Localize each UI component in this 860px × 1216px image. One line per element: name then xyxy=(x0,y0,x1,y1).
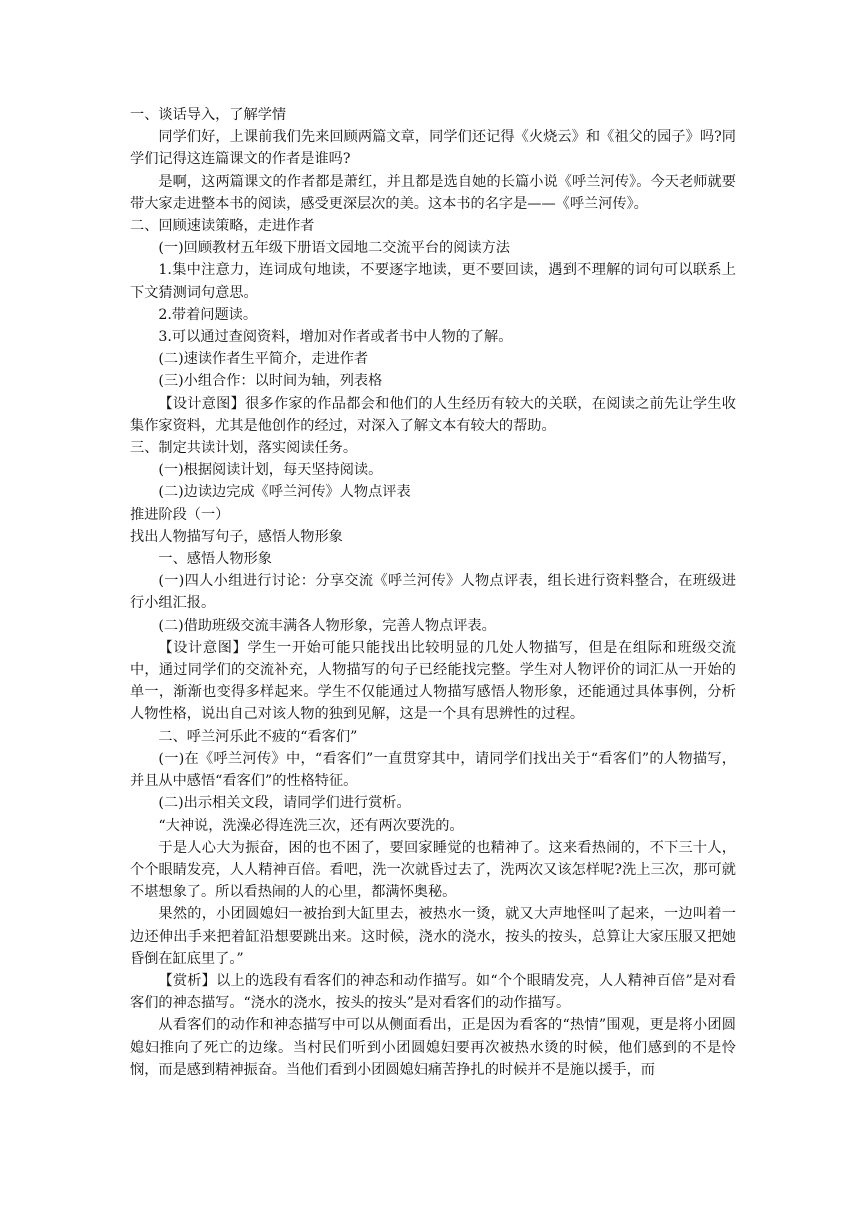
subsection-heading: (二)边读边完成《呼兰河传》人物点评表 xyxy=(158,484,411,501)
subsection-heading: (一)根据阅读计划，每天坚持阅读。 xyxy=(158,462,383,479)
section-heading-2: 二、回顾速读策略，走进作者 xyxy=(130,218,315,235)
subsection-heading: (一)在《呼兰河传》中，“看客们”一直贯穿其中，请同学们找出关于“看客们”的人物描写，并且从中感悟“看客们”的性格特征。 xyxy=(130,750,736,790)
section-heading-1: 一、谈话导入，了解学情 xyxy=(130,107,287,123)
subsection-heading: (一)回顾教材五年级下册语文园地二交流平台的阅读方法 xyxy=(158,240,510,257)
stage-subtitle: 找出人物描写句子，感悟人物形象 xyxy=(130,528,343,545)
list-item: 1.集中注意力，连词成句地读，不要逐字地读，更不要回读，遇到不理解的词句可以联系上下文猜测词句意思。 xyxy=(130,262,736,301)
document-body xyxy=(130,104,736,1081)
section-heading: 一、感悟人物形象 xyxy=(158,551,272,568)
subsection-heading: (二)速读作者生平简介，走进作者 xyxy=(158,351,369,368)
subsection-heading: (三)小组合作：以时间为轴，列表格 xyxy=(158,373,383,390)
quote-paragraph: 果然的，小团圆媳妇一被抬到大缸里去，被热水一烫，就又大声地怪叫了起来，一边叫着一边还伸出手来把着缸沿想要跳出来。这时候，浇水的浇水，按头的按头，总算让大家压服又把她昏倒在缸底里了。” xyxy=(130,906,736,967)
list-item: 3.可以通过查阅资料，增加对作者或者书中人物的了解。 xyxy=(158,329,513,346)
paragraph: 从看客们的动作和神态描写中可以从侧面看出，正是因为看客的“热情”围观，更是将小团圆媳妇推向了死亡的边缘。当村民们听到小团圆媳妇要再次被热水烫的时候，他们感到的不是怜悯，而是感到精神振奋。当他们看到小团圆媳妇痛苦挣扎的时候并不是施以援手，而 xyxy=(130,1017,736,1078)
analysis-paragraph: 【赏析】以上的选段有看客们的神态和动作描写。如“个个眼睛发亮，人人精神百倍”是对看客们的神态描写。“浇水的浇水，按头的按头”是对看客们的动作描写。 xyxy=(130,972,736,1012)
subsection-heading: (二)出示相关文段，请同学们进行赏析。 xyxy=(158,795,411,812)
list-item: 2.带着问题读。 xyxy=(158,306,258,323)
paragraph: 同学们好，上课前我们先来回顾两篇文章，同学们还记得《火烧云》和《祖父的园子》吗?同学们记得这连篇课文的作者是谁吗? xyxy=(130,129,736,168)
section-heading: 二、呼兰河乐此不疲的“看客们” xyxy=(158,728,358,745)
design-intent-paragraph: 【设计意图】很多作家的作品都会和他们的人生经历有较大的关联，在阅读之前先让学生收集作家资料，尤其是他创作的经过，对深入了解文本有较大的帮助。 xyxy=(130,395,736,434)
quote-paragraph: 于是人心大为振奋，困的也不困了，要回家睡觉的也精神了。这来看热闹的，不下三十人，个个眼睛发亮，人人精神百倍。看吧，洗一次就昏过去了，洗两次又该怎样呢?洗上三次，那可就不堪想象了。所以看热闹的人的心里，都满怀奥秘。 xyxy=(130,839,736,901)
subsection-heading: (一)四人小组进行讨论：分享交流《呼兰河传》人物点评表，组长进行资料整合，在班级进行小组汇报。 xyxy=(130,573,736,612)
design-intent-paragraph: 【设计意图】学生一开始可能只能找出比较明显的几处人物描写，但是在组际和班级交流中，通过同学们的交流补充，人物描写的句子已经能找完整。学生对人物评价的词汇从一开始的单一，渐渐也变得多样起来。学生不仅能通过人物描写感悟人物形象，还能通过具体事例，分析人物性格，说出自己对该人物的独到见解，这是一个具有思辨性的过程。 xyxy=(130,639,736,723)
quote-paragraph: “大神说，洗澡必得连洗三次，还有两次要洗的。 xyxy=(158,817,464,834)
subsection-heading: (二)借助班级交流丰满各人物形象，完善人物点评表。 xyxy=(158,617,496,634)
paragraph: 是啊，这两篇课文的作者都是萧红，并且都是选自她的长篇小说《呼兰河传》。今天老师就要带大家走进整本书的阅读，感受更深层次的美。这本书的名字是——《呼兰河传》。 xyxy=(130,173,736,212)
section-heading-3: 三、制定共读计划，落实阅读任务。 xyxy=(130,440,358,457)
stage-heading: 推进阶段（一） xyxy=(130,506,230,523)
